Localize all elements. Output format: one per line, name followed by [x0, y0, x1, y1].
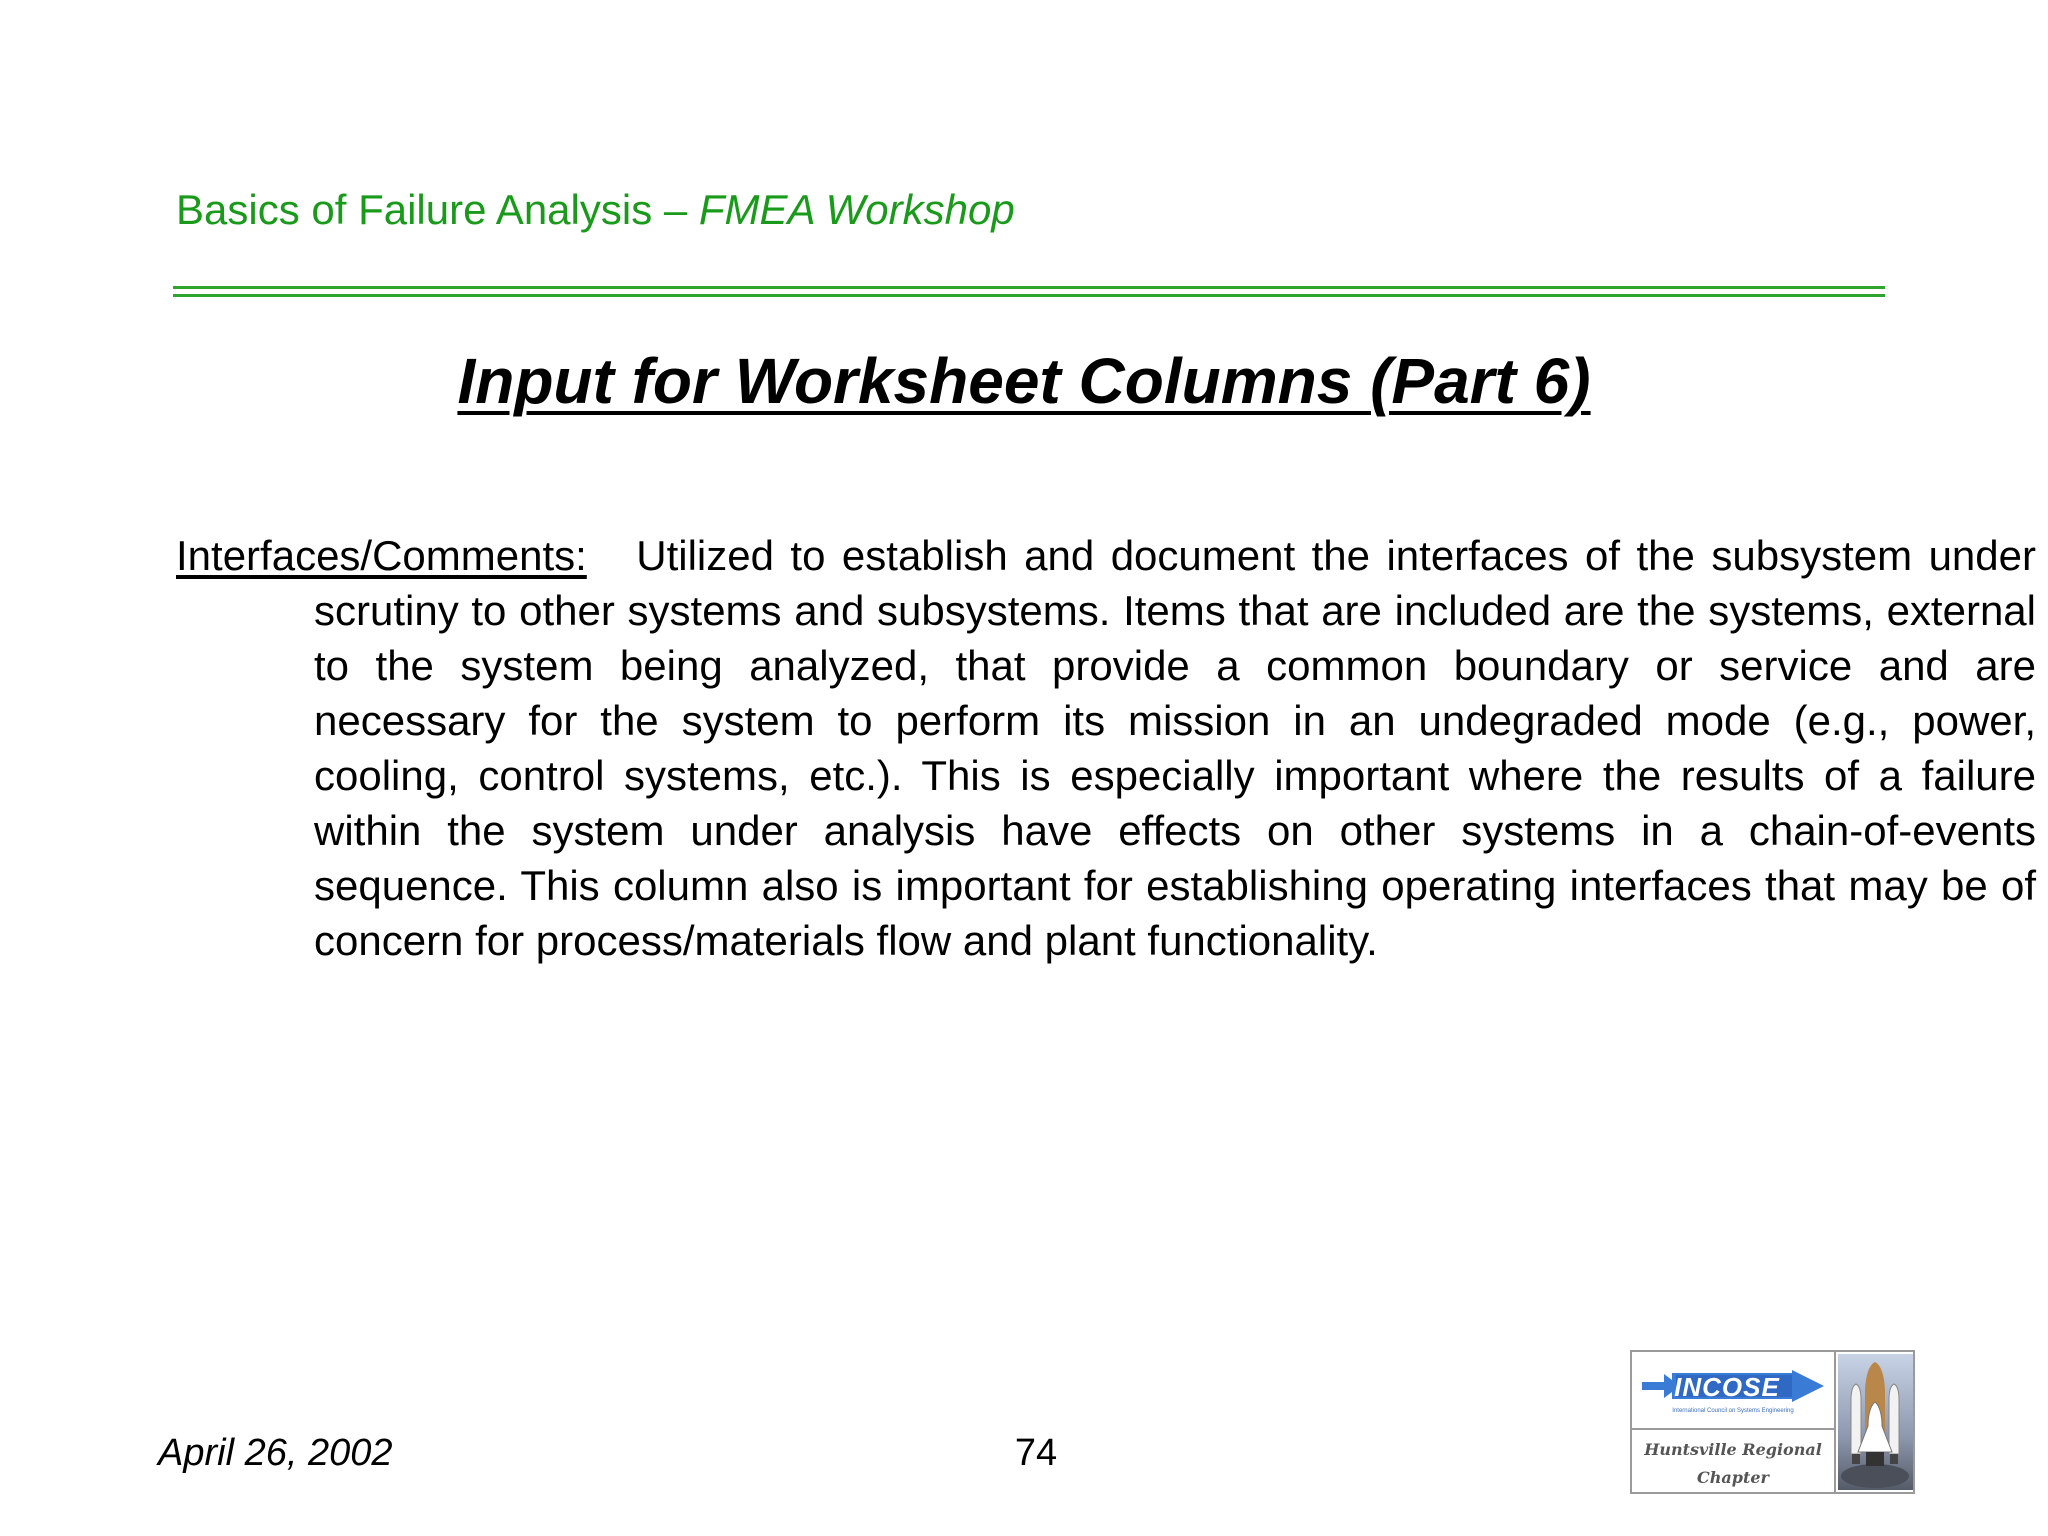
logo-text-panel: [1632, 1352, 1834, 1492]
incose-logo: [1630, 1350, 1915, 1494]
space-shuttle-icon: [1838, 1354, 1913, 1490]
logo-divider-vertical: [1834, 1352, 1836, 1492]
header-title: Basics of Failure Analysis –: [176, 186, 699, 233]
content-paragraph: [176, 528, 2036, 968]
footer-date: April 26, 2002: [158, 1432, 393, 1474]
logo-brand-text: INCOSE: [1674, 1372, 1780, 1402]
content-label: Interfaces/Comments:: [176, 532, 587, 579]
page-number: 74: [1014, 1432, 1058, 1474]
header-subtitle: FMEA Workshop: [698, 186, 1015, 233]
header-rule-bottom: [173, 294, 1885, 297]
logo-chapter-line1: Huntsville Regional: [1644, 1440, 1822, 1459]
logo-chapter-line2: Chapter: [1697, 1468, 1769, 1487]
logo-chapter-text: [1632, 1436, 1834, 1492]
content-text: Utilized to establish and document the interfaces of the subsystem under scrutiny to other systems and subsystems. Items that are included are the systems, external to the system being analyzed, that provide a common boundary or service and are necessary for the system to perform its mission in an undegraded mode (e.g., power, cooling, control systems, etc.). This is especially important where the results of a failure within the system under analysis have effects on other systems in a chain-of-events sequence. This column also is important for establishing operating interfaces that may be of concern for process/materials flow and plant functionality.: [314, 532, 2036, 964]
logo-divider-horizontal: [1632, 1428, 1834, 1430]
slide-title: Input for Worksheet Columns (Part 6): [457, 345, 1591, 417]
logo-council-text: International Council on Systems Engineering: [1672, 1408, 1794, 1414]
slide-header: [176, 186, 1015, 234]
header-rule-top: [173, 286, 1885, 289]
